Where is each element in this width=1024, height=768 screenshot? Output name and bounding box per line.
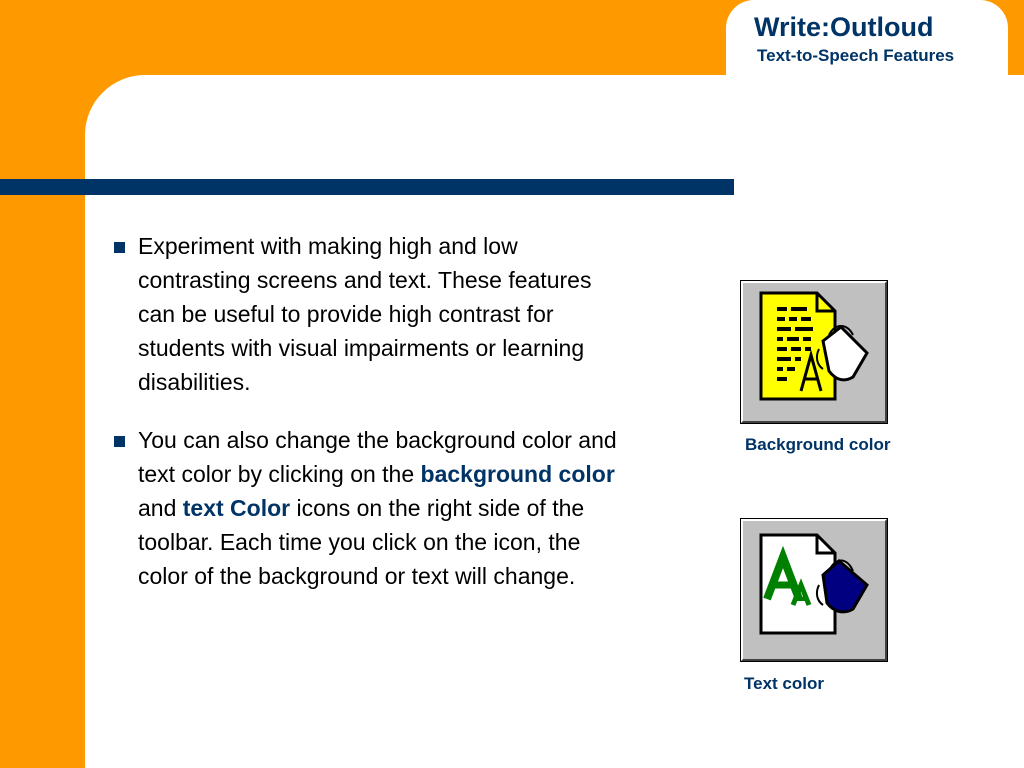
bullet-square-icon [114, 436, 125, 447]
bullet-text: Experiment with making high and low contrasting screens and text. These features can be useful to provide high contrast for students with visual impairments or learning disabilities. [138, 233, 592, 395]
text-color-icon[interactable] [741, 519, 887, 661]
bullet-item [114, 423, 624, 593]
bullet-bold-background-color: background color [420, 461, 615, 487]
divider-bar [0, 179, 734, 195]
bullet-bold-text-color: text Color [182, 495, 291, 521]
slide-subtitle: Text-to-Speech Features [757, 46, 955, 65]
bullet-list [114, 229, 624, 617]
bullet-text-part: and [138, 495, 183, 521]
bullet-square-icon [114, 242, 125, 253]
text-color-caption: Text color [744, 674, 824, 693]
background-color-caption: Background color [745, 435, 891, 454]
slide-title: Write:Outloud [754, 12, 934, 42]
bullet-text-part: icons on the right side of the toolbar. Each time you click on the icon, the color of the background or text will change. [138, 495, 585, 589]
bullet-text-part: You can also change the background color and text color by clicking on the [138, 427, 617, 487]
bullet-item [114, 229, 624, 399]
background-color-icon[interactable] [741, 281, 887, 423]
